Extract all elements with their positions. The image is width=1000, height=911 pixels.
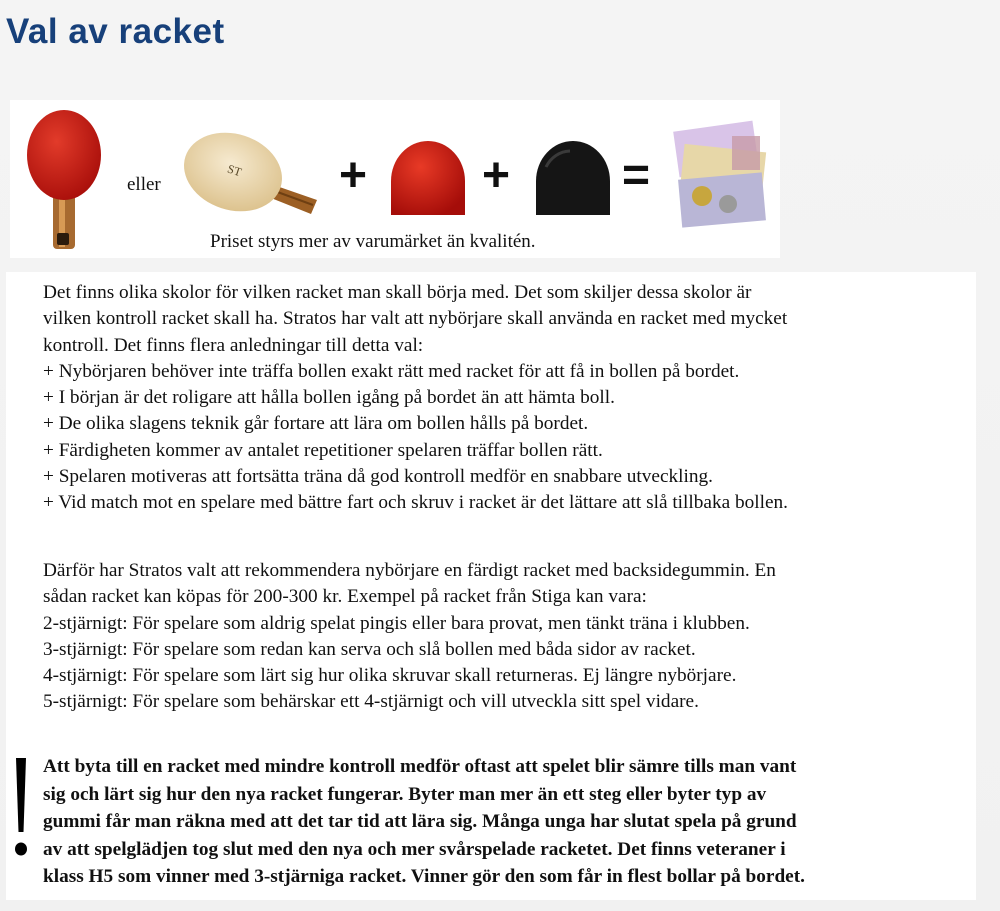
exclamation-icon bbox=[11, 752, 31, 872]
page-title: Val av racket bbox=[6, 12, 225, 51]
plus-symbol-1: + bbox=[339, 149, 368, 202]
text-line: Det finns olika skolor för vilken racket man skall börja med. Det som skiljer dessa skolor är bbox=[43, 282, 752, 303]
reason-item: + Färdigheten kommer av antalet repetitioner spelaren träffar bollen rätt. bbox=[43, 439, 603, 461]
text-line: kontroll. Det finns flera anledningar till detta val: bbox=[43, 334, 424, 356]
star-level-item: 2-stjärnigt: För spelare som aldrig spelat pingis eller bara provat, men tänkt träna i klubben. bbox=[43, 612, 750, 634]
warning-paragraph bbox=[43, 753, 805, 891]
equals-symbol: = bbox=[622, 149, 651, 202]
star-level-item: 3-stjärnigt: För spelare som redan kan serva och slå bollen med båda sidor av racket. bbox=[43, 638, 696, 660]
blade-icon bbox=[177, 130, 327, 225]
text-line: Att byta till en racket med mindre kontroll medför oftast att spelet blir sämre tills man vant bbox=[43, 756, 797, 777]
svg-text:ST: ST bbox=[225, 161, 244, 180]
red-rubber-icon bbox=[385, 137, 471, 219]
reason-item: + Vid match mot en spelare med bättre fart och skruv i racket är det lättare att slå tillbaka bollen. bbox=[43, 492, 788, 514]
reason-item: + I början är det roligare att hålla bollen igång på bordet än att hämta boll. bbox=[43, 387, 615, 409]
reason-item: + Spelaren motiveras att fortsätta träna då god kontroll medför en snabbare utveckling. bbox=[43, 466, 713, 488]
text-line: klass H5 som vinner med 3-stjärniga racket. Vinner gör den som får in flest bollar på bordet. bbox=[43, 866, 805, 888]
money-icon bbox=[672, 118, 770, 238]
black-rubber-icon bbox=[530, 137, 616, 219]
text-line: av att spelglädjen tog slut med den nya och mer svårspelade racketet. Det finns veteraner i bbox=[43, 838, 786, 860]
reason-item: + Nybörjaren behöver inte träffa bollen exakt rätt med racket för att få in bollen på bordet. bbox=[43, 360, 740, 382]
recommendation-paragraph bbox=[43, 558, 776, 716]
text-line: sig och lärt sig hur den nya racket fungerar. Byter man mer än ett steg eller byter typ av bbox=[43, 783, 767, 805]
racket-illustration bbox=[10, 100, 780, 258]
star-level-item: 5-stjärnigt: För spelare som behärskar ett 4-stjärnigt och vill utveckla sitt spel vidare. bbox=[43, 691, 699, 713]
article-content bbox=[6, 272, 976, 900]
reason-item: + De olika slagens teknik går fortare att lära om bollen hålls på bordet. bbox=[43, 413, 589, 435]
text-line: vilken kontroll racket skall ha. Stratos har valt att nybörjare skall använda en racket med mycket bbox=[43, 308, 788, 330]
finished-racket-icon bbox=[20, 105, 105, 255]
text-line: sådan racket kan köpas för 200-300 kr. Exempel på racket från Stiga kan vara: bbox=[43, 586, 647, 608]
text-line: gummi får man räkna med att det tar tid att lära sig. Många unga har slutat spela på grund bbox=[43, 811, 797, 833]
intro-paragraph bbox=[43, 280, 788, 517]
star-level-item: 4-stjärnigt: För spelare som lärt sig hur olika skruvar skall returneras. Ej längre nybörjare. bbox=[43, 665, 737, 687]
price-caption: Priset styrs mer av varumärket än kvalitén. bbox=[210, 231, 536, 252]
or-label: eller bbox=[127, 174, 161, 195]
plus-symbol-2: + bbox=[482, 149, 511, 202]
text-line: Därför har Stratos valt att rekommendera nybörjare en färdigt racket med backsidegummin. En bbox=[43, 560, 776, 581]
